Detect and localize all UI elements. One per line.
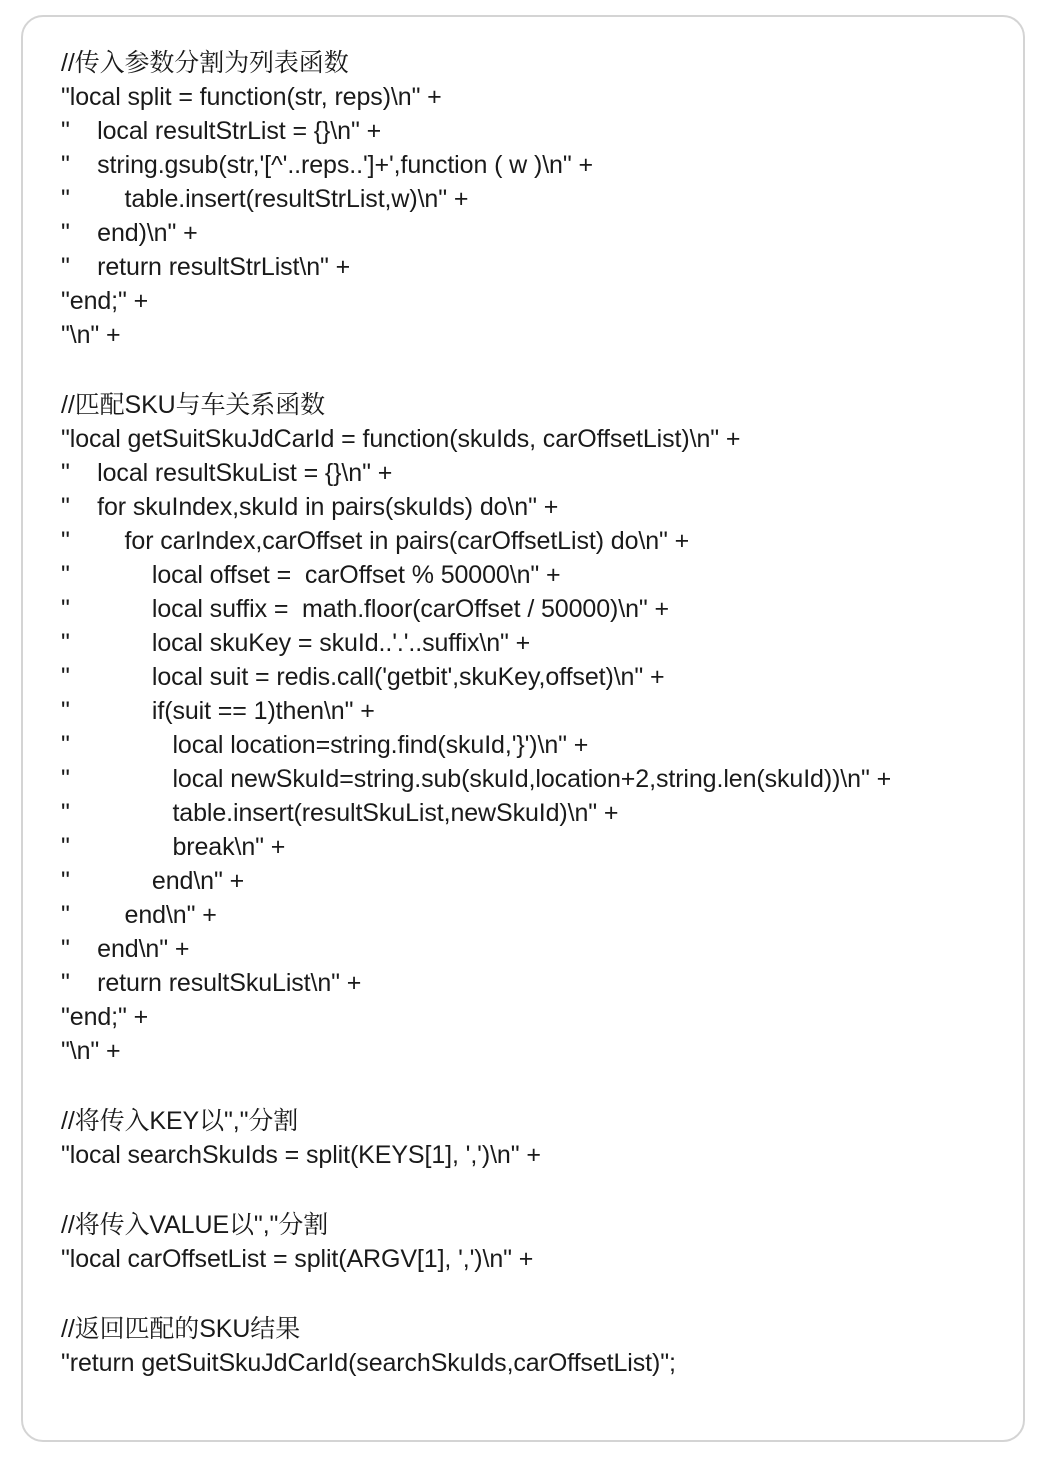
code-comment: //返回匹配的SKU结果 (61, 1315, 301, 1343)
blank-line (61, 1172, 1036, 1208)
code-line: " if(suit == 1)then\n" + (61, 697, 375, 725)
code-line: "local split = function(str, reps)\n" + (61, 83, 442, 111)
code-line: " table.insert(resultSkuList,newSkuId)\n" + (61, 799, 619, 827)
code-line: " return resultSkuList\n" + (61, 969, 362, 997)
code-line: " end\n" + (61, 935, 190, 963)
code-line: " table.insert(resultStrList,w)\n" + (61, 185, 469, 213)
code-line: "return getSuitSkuJdCarId(searchSkuIds,carOffsetList)"; (61, 1349, 676, 1377)
blank-line (61, 1068, 1036, 1104)
code-line: " local newSkuId=string.sub(skuId,location+2,string.len(skuId))\n" + (61, 765, 892, 793)
code-line: " local suit = redis.call('getbit',skuKey,offset)\n" + (61, 663, 665, 691)
code-line: " end\n" + (61, 867, 245, 895)
code-line: "end;" + (61, 287, 149, 315)
code-line: " local location=string.find(skuId,'}')\n" + (61, 731, 589, 759)
code-block (61, 46, 1036, 1380)
code-line: " break\n" + (61, 833, 286, 861)
code-line: " local skuKey = skuId..'.'..suffix\n" + (61, 629, 531, 657)
blank-line (61, 352, 1036, 388)
blank-line (61, 1276, 1036, 1312)
code-line: " local offset = carOffset % 50000\n" + (61, 561, 561, 589)
code-line: " return resultStrList\n" + (61, 253, 351, 281)
code-comment: //传入参数分割为列表函数 (61, 49, 349, 77)
code-line: "local getSuitSkuJdCarId = function(skuIds, carOffsetList)\n" + (61, 425, 741, 453)
code-line: "local carOffsetList = split(ARGV[1], ',')\n" + (61, 1245, 534, 1273)
code-comment: //匹配SKU与车关系函数 (61, 391, 325, 419)
code-line: "end;" + (61, 1003, 149, 1031)
code-line: " for carIndex,carOffset in pairs(carOffsetList) do\n" + (61, 527, 690, 555)
code-line: " local suffix = math.floor(carOffset / 50000)\n" + (61, 595, 670, 623)
code-line: " end)\n" + (61, 219, 198, 247)
code-line: " string.gsub(str,'[^'..reps..']+',function ( w )\n" + (61, 151, 593, 179)
code-line: "\n" + (61, 321, 121, 349)
code-line: " for skuIndex,skuId in pairs(skuIds) do\n" + (61, 493, 559, 521)
code-line: " end\n" + (61, 901, 217, 929)
code-line: " local resultStrList = {}\n" + (61, 117, 382, 145)
code-line: " local resultSkuList = {}\n" + (61, 459, 393, 487)
code-comment: //将传入VALUE以","分割 (61, 1211, 329, 1239)
code-line: "\n" + (61, 1037, 121, 1065)
code-line: "local searchSkuIds = split(KEYS[1], ',')\n" + (61, 1141, 541, 1169)
code-comment: //将传入KEY以","分割 (61, 1107, 299, 1135)
